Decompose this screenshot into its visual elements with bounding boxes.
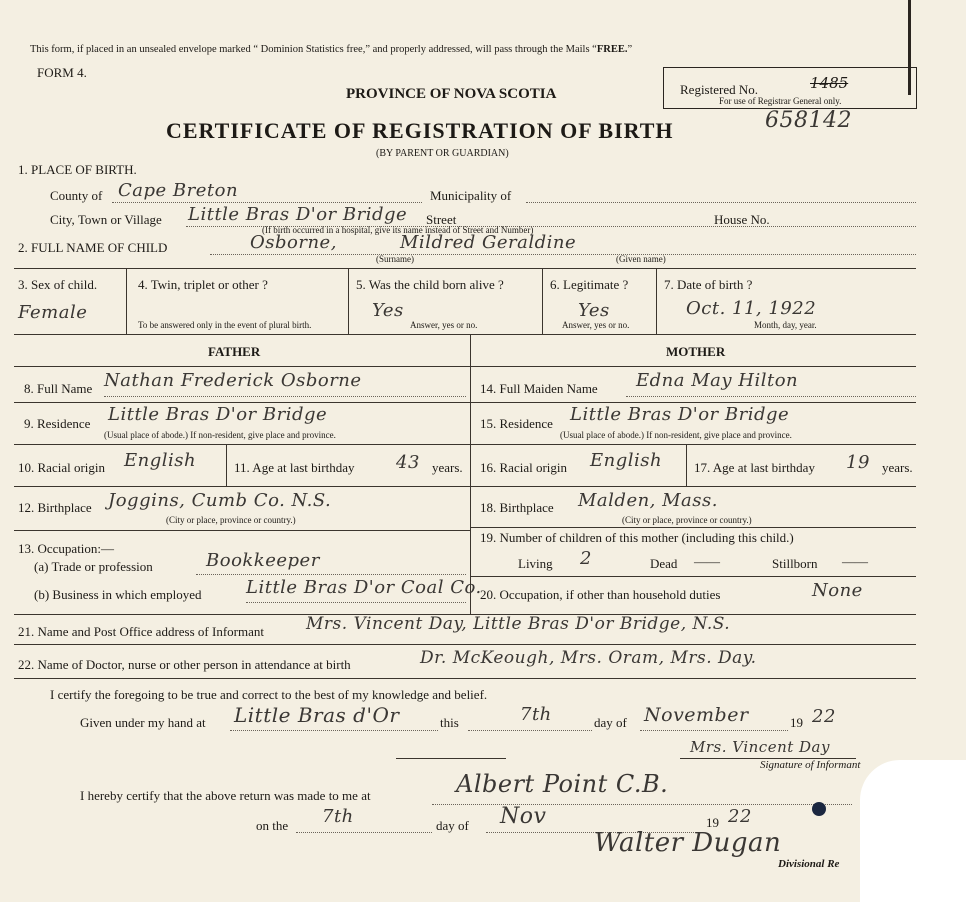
living-label: Living	[518, 556, 553, 571]
doctor-label: 22. Name of Doctor, nurse or other person in attendance at birth	[18, 657, 351, 672]
legitimate-label: 6. Legitimate ?	[550, 277, 629, 292]
twin-label: 4. Twin, triplet or other ?	[138, 277, 268, 292]
certify-statement: I certify the foregoing to be true and correct to the best of my knowledge and belief.	[50, 687, 488, 702]
house-number-label: House No.	[714, 212, 770, 227]
county-line	[112, 202, 422, 203]
city-label: City, Town or Village	[50, 212, 162, 227]
mail-notice: This form, if placed in an unsealed envelope marked “ Dominion Statistics free,” and properly addressed, will pass through the Mails “FREE.”	[30, 44, 633, 55]
father-residence-label: 9. Residence	[24, 416, 91, 431]
certificate-title: CERTIFICATE OF REGISTRATION OF BIRTH	[166, 118, 674, 143]
sex-value: Female	[18, 302, 88, 323]
row3-bottom-rule	[14, 334, 916, 335]
given-day-of-label: day of	[594, 715, 627, 730]
father-birthplace-label: 12. Birthplace	[18, 500, 92, 515]
father-occupation-label: 13. Occupation:—	[18, 541, 115, 556]
business-label: (b) Business in which employed	[34, 587, 202, 602]
mother-name-label: 14. Full Maiden Name	[480, 381, 598, 396]
informant-signature: Mrs. Vincent Day	[690, 738, 830, 756]
given-label: Given under my hand at	[80, 715, 206, 730]
mother-birthplace-label: 18. Birthplace	[480, 500, 554, 515]
mother-residence-label: 15. Residence	[480, 416, 553, 431]
doctor-value: Dr. McKeough, Mrs. Oram, Mrs. Day.	[420, 648, 757, 668]
informant-signature-caption: Signature of Informant	[760, 759, 861, 771]
father-name-value: Nathan Frederick Osborne	[104, 370, 362, 391]
return-place: Albert Point C.B.	[456, 770, 669, 798]
return-year-prefix: 19	[706, 815, 719, 830]
father-birthplace-value: Joggins, Cumb Co. N.S.	[108, 490, 332, 511]
legitimate-note: Answer, yes or no.	[562, 320, 630, 330]
dead-value: ——	[694, 554, 720, 569]
mother-racial-value: English	[590, 450, 663, 471]
registered-crossed-number: 1485	[810, 74, 849, 92]
return-year: 22	[728, 806, 752, 827]
mother-racial-label: 16. Racial origin	[480, 460, 568, 475]
alive-value: Yes	[372, 300, 404, 321]
dob-label: 7. Date of birth ?	[664, 277, 753, 292]
given-day: 7th	[520, 704, 552, 725]
mother-name-value: Edna May Hilton	[636, 370, 799, 391]
dob-value: Oct. 11, 1922	[686, 298, 817, 319]
stillborn-value: ——	[842, 554, 868, 569]
mother-residence-note: (Usual place of abode.) If non-resident, give place and province.	[560, 430, 792, 440]
alive-label: 5. Was the child born alive ?	[356, 277, 504, 292]
mother-heading: MOTHER	[666, 344, 726, 359]
registrar-check-mark	[908, 0, 911, 95]
child-name-label: 2. FULL NAME OF CHILD	[18, 240, 168, 255]
given-name-caption: (Given name)	[616, 254, 666, 264]
dead-label: Dead	[650, 556, 678, 571]
child-given-name: Mildred Geraldine	[400, 232, 577, 253]
registered-number: 658142	[765, 108, 852, 133]
return-on-the-label: on the	[256, 818, 289, 833]
informant-value: Mrs. Vincent Day, Little Bras D'or Bridge, N.S.	[306, 614, 731, 634]
mother-age-label: 17. Age at last birthday	[694, 460, 815, 475]
municipality-line	[526, 202, 916, 203]
registered-note: For use of Registrar General only.	[719, 96, 842, 106]
mother-age-unit: years.	[882, 460, 913, 475]
return-statement: I hereby certify that the above return was made to me at	[80, 788, 371, 803]
return-day-of-label: day of	[436, 818, 469, 833]
mother-age-value: 19	[846, 452, 870, 473]
sex-label: 3. Sex of child.	[18, 277, 98, 292]
form-number: FORM 4.	[37, 65, 87, 80]
legitimate-value: Yes	[578, 300, 610, 321]
hospital-note: (If birth occurred in a hospital, give its name instead of Street and Number)	[262, 225, 534, 235]
place-of-birth-label: 1. PLACE OF BIRTH.	[18, 162, 137, 177]
given-year-prefix: 19	[790, 715, 803, 730]
twin-note: To be answered only in the event of plural birth.	[138, 320, 312, 330]
row3-top-rule	[14, 268, 916, 269]
father-age-value: 43	[396, 452, 420, 473]
mother-occupation-label: 20. Occupation, if other than household duties	[480, 587, 721, 602]
this-label: this	[440, 715, 459, 730]
alive-note: Answer, yes or no.	[410, 320, 478, 330]
return-month: Nov	[500, 804, 547, 829]
child-surname: Osborne,	[250, 232, 337, 253]
father-residence-value: Little Bras D'or Bridge	[108, 404, 328, 425]
father-name-label: 8. Full Name	[24, 381, 93, 396]
informant-label: 21. Name and Post Office address of Informant	[18, 624, 264, 639]
municipality-label: Municipality of	[430, 188, 512, 203]
county-label: County of	[50, 188, 103, 203]
county-value: Cape Breton	[118, 180, 239, 201]
city-value: Little Bras D'or Bridge	[188, 204, 408, 225]
trade-label: (a) Trade or profession	[34, 559, 153, 574]
mother-birthplace-value: Malden, Mass.	[578, 490, 718, 511]
father-age-label: 11. Age at last birthday	[234, 460, 355, 475]
child-name-line	[210, 254, 916, 255]
ink-blot	[812, 802, 826, 816]
street-label: Street	[426, 212, 457, 227]
registered-label: Registered No.	[680, 82, 758, 97]
mother-birthplace-note: (City or place, province or country.)	[622, 515, 752, 525]
surname-caption: (Surname)	[376, 254, 414, 264]
registrar-signature: Walter Dugan	[594, 828, 782, 858]
father-heading: FATHER	[208, 344, 261, 359]
province-heading: PROVINCE OF NOVA SCOTIA	[346, 86, 557, 102]
torn-corner	[860, 760, 966, 902]
father-racial-label: 10. Racial origin	[18, 460, 106, 475]
business-value: Little Bras D'or Coal Co.	[246, 577, 482, 598]
father-racial-value: English	[124, 450, 197, 471]
father-age-unit: years.	[432, 460, 463, 475]
certificate-subtitle: (BY PARENT OR GUARDIAN)	[376, 148, 509, 159]
return-day: 7th	[322, 806, 354, 827]
trade-value: Bookkeeper	[206, 550, 320, 571]
column-divider	[470, 334, 471, 614]
given-place: Little Bras d'Or	[234, 703, 400, 727]
father-residence-note: (Usual place of abode.) If non-resident, give place and province.	[104, 430, 336, 440]
mother-residence-value: Little Bras D'or Bridge	[570, 404, 790, 425]
stillborn-label: Stillborn	[772, 556, 818, 571]
children-count-label: 19. Number of children of this mother (including this child.)	[480, 530, 794, 545]
dob-note: Month, day, year.	[754, 320, 817, 330]
living-value: 2	[580, 548, 592, 569]
registrar-caption: Divisional Re	[778, 858, 840, 870]
mother-occupation-value: None	[812, 580, 863, 601]
registered-box	[663, 67, 917, 109]
given-year: 22	[812, 706, 836, 727]
given-month: November	[644, 704, 749, 726]
father-birthplace-note: (City or place, province or country.)	[166, 515, 296, 525]
